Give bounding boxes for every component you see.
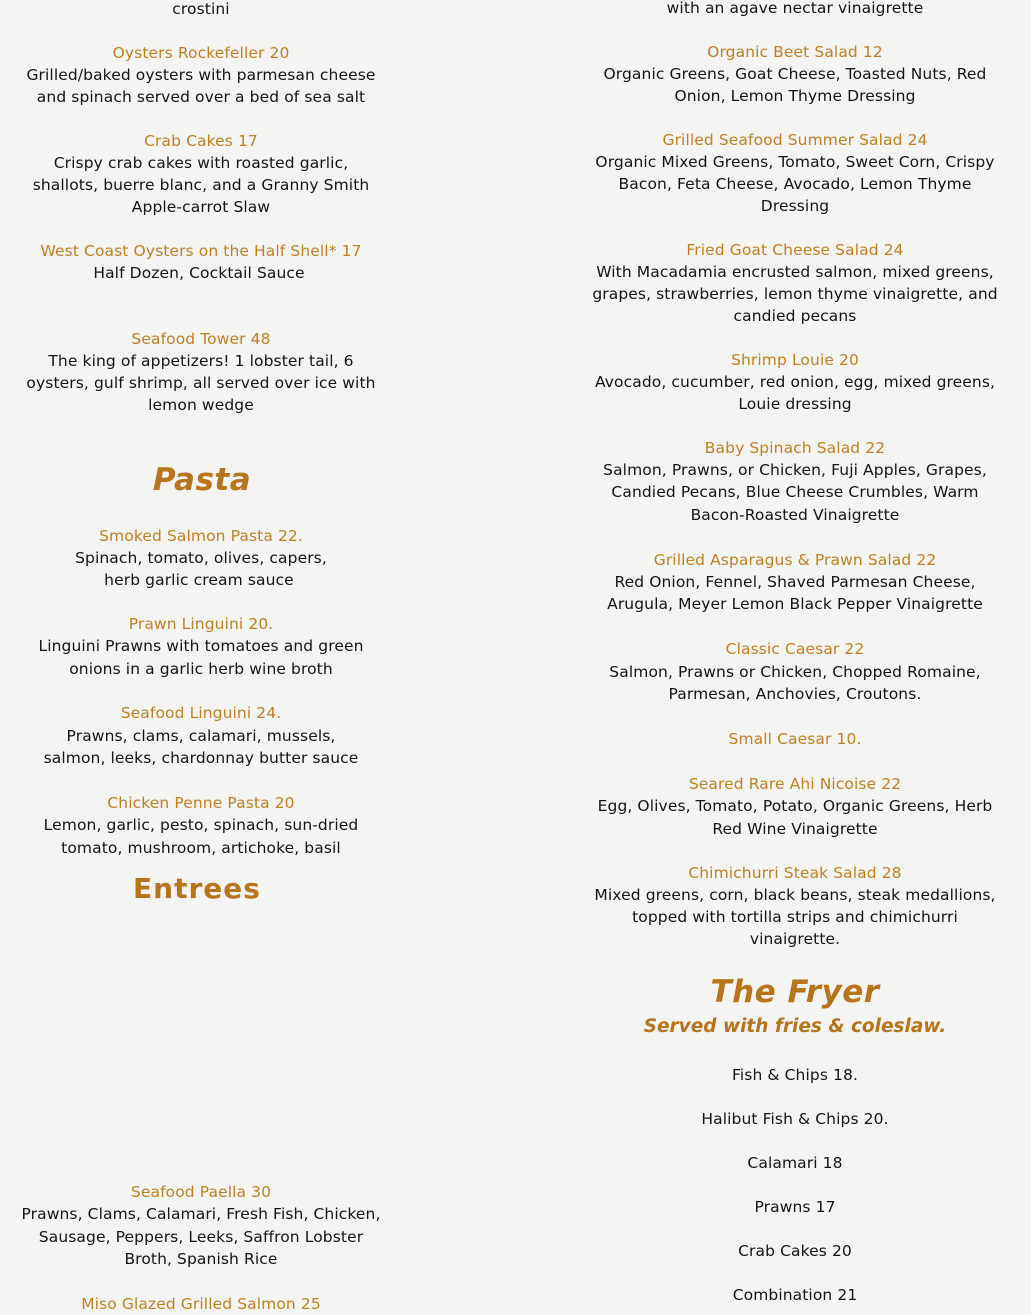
item-description: Bacon, Feta Cheese, Avocado, Lemon Thyme bbox=[618, 175, 972, 193]
menu-item-name: Organic Beet Salad 12 bbox=[707, 43, 883, 61]
menu-item-name: Prawn Linguini 20. bbox=[128, 615, 274, 633]
item-description: Organic Mixed Greens, Tomato, Sweet Corn, Crispy bbox=[595, 153, 995, 171]
item-description: With Macadamia encrusted salmon, mixed greens, bbox=[596, 263, 994, 281]
item-description: Crispy crab cakes with roasted garlic, bbox=[53, 154, 349, 172]
section-heading-pasta: Pasta bbox=[152, 462, 252, 498]
menu-item-name: Grilled Seafood Summer Salad 24 bbox=[662, 131, 928, 149]
menu-item-name: Seafood Tower 48 bbox=[131, 330, 271, 348]
section-heading-entrees: Entrees bbox=[133, 872, 261, 905]
fryer-item: Calamari 18 bbox=[747, 1154, 843, 1172]
item-description: Dressing bbox=[760, 197, 830, 215]
item-description: Salmon, Prawns or Chicken, Chopped Romaine, bbox=[609, 663, 981, 681]
item-description: Louie dressing bbox=[738, 395, 852, 413]
item-description: Grilled/baked oysters with parmesan cheese bbox=[26, 66, 376, 84]
menu-item-name: Small Caesar 10. bbox=[728, 730, 862, 748]
item-description: lemon wedge bbox=[148, 396, 254, 414]
fryer-item: Combination 21 bbox=[732, 1286, 858, 1304]
fryer-item: Halibut Fish & Chips 20. bbox=[701, 1110, 889, 1128]
item-description: herb garlic cream sauce bbox=[104, 571, 294, 589]
item-description: Broth, Spanish Rice bbox=[124, 1250, 278, 1268]
menu-item-name: Chimichurri Steak Salad 28 bbox=[688, 864, 902, 882]
item-description: oysters, gulf shrimp, all served over ice with bbox=[26, 374, 376, 392]
fryer-item: Prawns 17 bbox=[754, 1198, 836, 1216]
item-description: Apple-carrot Slaw bbox=[131, 198, 271, 216]
item-description: Organic Greens, Goat Cheese, Toasted Nuts, Red bbox=[603, 65, 987, 83]
item-description: The king of appetizers! 1 lobster tail, 6 bbox=[48, 352, 354, 370]
fryer-item: Fish & Chips 18. bbox=[732, 1066, 858, 1084]
menu-item-name: Fried Goat Cheese Salad 24 bbox=[686, 241, 904, 259]
item-description: Red Wine Vinaigrette bbox=[712, 820, 878, 838]
item-description: crostini bbox=[172, 0, 230, 18]
item-description: Arugula, Meyer Lemon Black Pepper Vinaigrette bbox=[607, 595, 983, 613]
item-description: with an agave nectar vinaigrette bbox=[666, 0, 924, 17]
menu-item-name: Baby Spinach Salad 22 bbox=[704, 439, 886, 457]
item-description: salmon, leeks, chardonnay butter sauce bbox=[43, 749, 359, 767]
item-description: Half Dozen, Cocktail Sauce bbox=[93, 264, 305, 282]
menu-item-name: Classic Caesar 22 bbox=[725, 640, 865, 658]
item-description: Salmon, Prawns, or Chicken, Fuji Apples, Grapes, bbox=[603, 461, 987, 479]
item-description: Lemon, garlic, pesto, spinach, sun-dried bbox=[43, 816, 359, 834]
fryer-item: Crab Cakes 20 bbox=[738, 1242, 852, 1260]
item-description: Bacon-Roasted Vinaigrette bbox=[690, 506, 900, 524]
item-description: Avocado, cucumber, red onion, egg, mixed greens, bbox=[594, 373, 996, 391]
menu-item-name: Smoked Salmon Pasta 22. bbox=[99, 527, 303, 545]
item-description: Mixed greens, corn, black beans, steak medallions, bbox=[594, 886, 996, 904]
menu-item-name: Shrimp Louie 20 bbox=[731, 351, 859, 369]
item-description: grapes, strawberries, lemon thyme vinaigrette, and bbox=[592, 285, 998, 303]
item-description: Candied Pecans, Blue Cheese Crumbles, Warm bbox=[611, 483, 979, 501]
item-description: Linguini Prawns with tomatoes and green bbox=[38, 637, 364, 655]
item-description: candied pecans bbox=[733, 307, 857, 325]
menu-item-name: Grilled Asparagus & Prawn Salad 22 bbox=[653, 551, 937, 569]
item-description: onions in a garlic herb wine broth bbox=[69, 660, 333, 678]
item-description: Prawns, Clams, Calamari, Fresh Fish, Chicken, bbox=[21, 1205, 381, 1223]
item-description: Prawns, clams, calamari, mussels, bbox=[66, 727, 336, 745]
menu-item-name: Miso Glazed Grilled Salmon 25 bbox=[81, 1295, 321, 1313]
item-description: Sausage, Peppers, Leeks, Saffron Lobster bbox=[38, 1228, 364, 1246]
item-description: shallots, buerre blanc, and a Granny Smith bbox=[32, 176, 370, 194]
item-description: Spinach, tomato, olives, capers, bbox=[75, 549, 327, 567]
item-description: and spinach served over a bed of sea salt bbox=[36, 88, 366, 106]
item-description: vinaigrette. bbox=[749, 930, 841, 948]
item-description: Red Onion, Fennel, Shaved Parmesan Cheese, bbox=[614, 573, 976, 591]
menu-item-name: Oysters Rockefeller 20 bbox=[112, 44, 290, 62]
section-heading-the-fryer: The Fryer bbox=[710, 974, 880, 1010]
menu-item-name: Seared Rare Ahi Nicoise 22 bbox=[688, 775, 902, 793]
item-description: Onion, Lemon Thyme Dressing bbox=[674, 87, 916, 105]
menu-item-name: Seafood Paella 30 bbox=[130, 1183, 272, 1201]
menu-item-name: West Coast Oysters on the Half Shell* 17 bbox=[40, 242, 362, 260]
menu-item-name: Chicken Penne Pasta 20 bbox=[107, 794, 295, 812]
section-subheading: Served with fries & coleslaw. bbox=[643, 1016, 947, 1037]
item-description: Parmesan, Anchovies, Croutons. bbox=[668, 685, 922, 703]
item-description: Egg, Olives, Tomato, Potato, Organic Greens, Herb bbox=[597, 797, 993, 815]
menu-item-name: Crab Cakes 17 bbox=[144, 132, 258, 150]
item-description: tomato, mushroom, artichoke, basil bbox=[61, 839, 341, 857]
item-description: topped with tortilla strips and chimichurri bbox=[632, 908, 958, 926]
menu-item-name: Seafood Linguini 24. bbox=[120, 704, 282, 722]
